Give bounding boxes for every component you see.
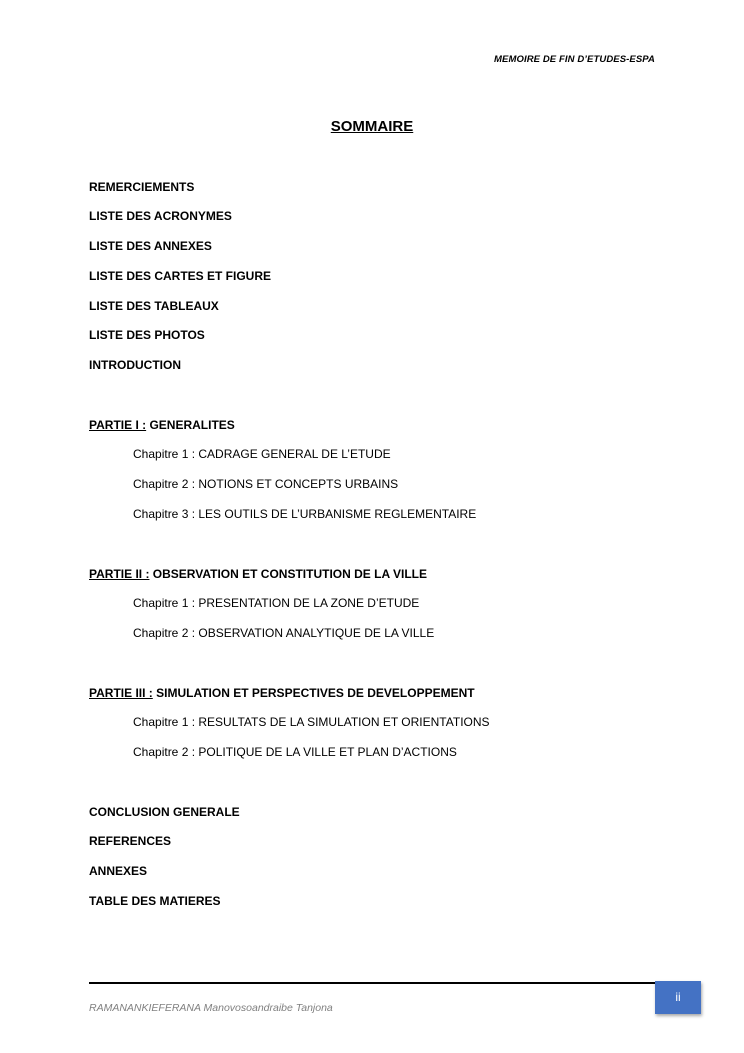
part-title: GENERALITES [146, 418, 235, 432]
toc-chapter: Chapitre 2 : NOTIONS ET CONCEPTS URBAINS [133, 477, 399, 491]
toc-item-liste-tableaux: LISTE DES TABLEAUX [89, 299, 219, 313]
footer-author: RAMANANKIEFERANA Manovosoandraibe Tanjona [89, 1002, 333, 1014]
page-header: MEMOIRE DE FIN D’ETUDES-ESPA [494, 54, 655, 65]
toc-item-liste-photos: LISTE DES PHOTOS [89, 328, 205, 342]
part-title: OBSERVATION ET CONSTITUTION DE LA VILLE [149, 567, 428, 581]
toc-chapter: Chapitre 2 : POLITIQUE DE LA VILLE ET PLAN D’ACTIONS [133, 745, 457, 759]
toc-item-liste-acronymes: LISTE DES ACRONYMES [89, 209, 232, 223]
toc-chapter: Chapitre 1 : PRESENTATION DE LA ZONE D’ETUDE [133, 596, 420, 610]
toc-item-references: REFERENCES [89, 834, 172, 848]
footer-divider [89, 982, 674, 984]
part-label: PARTIE III : [89, 686, 153, 700]
toc-chapter: Chapitre 3 : LES OUTILS DE L’URBANISME REGLEMENTAIRE [133, 507, 477, 521]
page-title: SOMMAIRE [330, 118, 414, 135]
toc-item-liste-annexes: LISTE DES ANNEXES [89, 239, 212, 253]
toc-chapter: Chapitre 1 : CADRAGE GENERAL DE L’ETUDE [133, 447, 391, 461]
toc-part-3 [89, 685, 475, 701]
toc-item-annexes: ANNEXES [89, 864, 148, 878]
toc-item-liste-cartes: LISTE DES CARTES ET FIGURE [89, 269, 272, 283]
part-title: SIMULATION ET PERSPECTIVES DE DEVELOPPEMENT [152, 686, 475, 700]
toc-item-table-matieres: TABLE DES MATIERES [89, 894, 221, 908]
toc-chapter: Chapitre 2 : OBSERVATION ANALYTIQUE DE LA VILLE [133, 626, 435, 640]
toc-item-introduction: INTRODUCTION [89, 358, 181, 372]
toc-item-conclusion: CONCLUSION GENERALE [89, 805, 240, 819]
part-label: PARTIE II : [89, 567, 150, 581]
toc-part-2 [89, 566, 427, 582]
toc-chapter: Chapitre 1 : RESULTATS DE LA SIMULATION ET ORIENTATIONS [133, 715, 490, 729]
toc-item-remerciements: REMERCIEMENTS [89, 180, 195, 194]
toc-part-1 [89, 417, 235, 433]
page-number-badge: ii [655, 981, 701, 1014]
part-label: PARTIE I : [89, 418, 147, 432]
